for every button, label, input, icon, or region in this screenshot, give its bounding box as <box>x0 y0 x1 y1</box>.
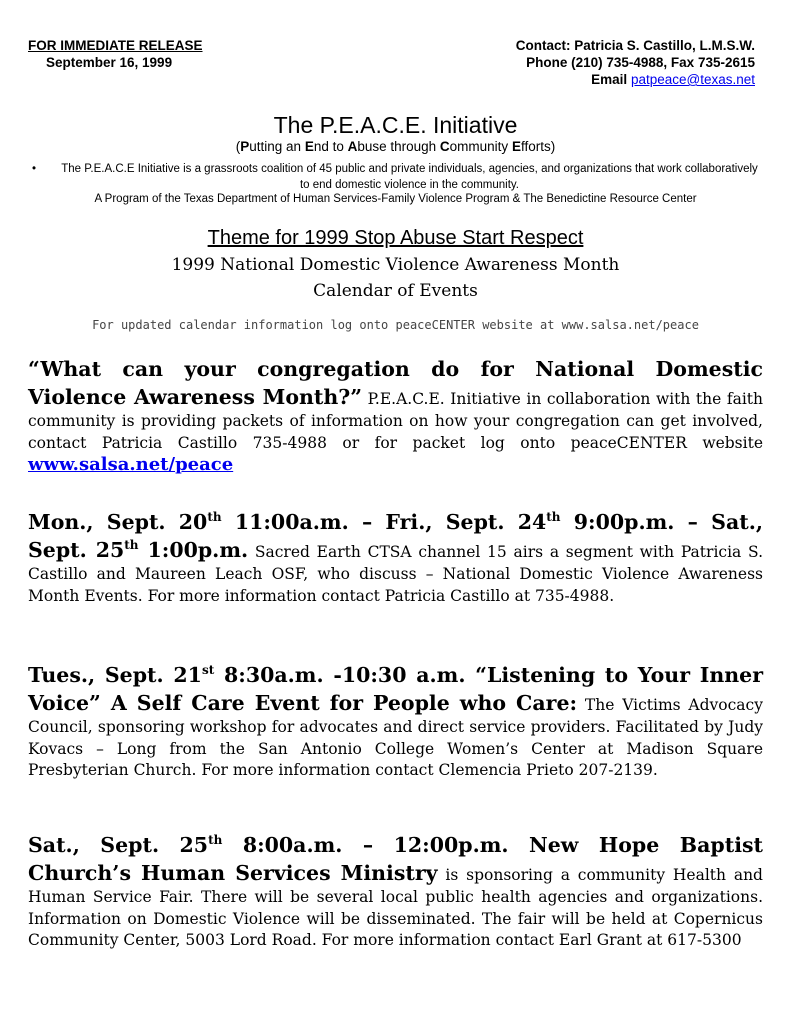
contact-email-line <box>516 71 755 88</box>
bullet-icon: • <box>32 163 37 175</box>
awareness-heading: 1999 National Domestic Violence Awareness Month <box>171 255 620 275</box>
event-sacred-earth <box>28 508 763 607</box>
updated-info: For updated calendar information log onto peaceCENTER website at www.salsa.net/peace <box>92 318 699 332</box>
release-block <box>28 37 203 71</box>
contact-block <box>516 37 755 88</box>
event-listening <box>28 661 763 782</box>
event-heading: Sat., Sept. 25th 8:00a.m. – 12:00p.m. New Hope Baptist Church’s Human Services Ministry <box>28 833 763 885</box>
email-label: Email <box>591 72 628 87</box>
theme-heading: Theme for 1999 Stop Abuse Start Respect <box>207 227 584 249</box>
release-date: September 16, 1999 <box>46 55 173 70</box>
event-congregation <box>28 355 763 477</box>
event-health-fair <box>28 831 763 952</box>
document-title: The P.E.A.C.E. Initiative <box>273 112 518 138</box>
acronym-subtitle: (Putting an End to Abuse through Community Efforts) <box>235 139 556 154</box>
description-bullet <box>0 161 791 193</box>
calendar-heading: Calendar of Events <box>313 281 478 301</box>
email-link[interactable]: patpeace@texas.net <box>630 72 755 87</box>
press-header <box>28 37 755 93</box>
event-heading: Mon., Sept. 20th 11:00a.m. – Fri., Sept. 24th 9:00p.m. – Sat., Sept. 25th 1:00p.m. <box>28 510 763 562</box>
event-body: Sacred Earth CTSA channel 15 airs a segment with Patricia S. Castillo and Maureen Leach OSF, who discuss – National Domestic Violence Awareness Month Events. For more information contact Patricia Castillo at 735-4988. <box>28 543 764 605</box>
website-link[interactable]: www.salsa.net/peace <box>28 454 234 475</box>
event-body: is sponsoring a community Health and Human Service Fair. There will be several local public health agencies and organizations. Information on Domestic Violence will be disseminated. The fair will be held at Copernicus Community Center, 5003 Lord Road. For more information contact Earl Grant at 617-5300 <box>28 866 763 949</box>
event-body: The Victims Advocacy Council, sponsoring workshop for advocates and direct service providers. Facilitated by Judy Kovacs – Long from the San Antonio College Women’s Center at Madison Square Presbyterian Church. For more information contact Clemencia Prieto 207-2139. <box>28 696 763 779</box>
description-text: The P.E.A.C.E Initiative is a grassroots coalition of 45 public and private individuals, agencies, and organizations that work collaboratively to end domestic violence in the community. <box>61 163 758 191</box>
contact-phone: Phone (210) 735-4988, Fax 735-2615 <box>526 55 755 70</box>
event-heading: Tues., Sept. 21st 8:30a.m. -10:30 a.m. “Listening to Your Inner Voice” A Self Care Event for People who Care: <box>28 663 763 715</box>
event-heading: “What can your congregation do for National Domestic Violence Awareness Month?” <box>28 357 763 409</box>
contact-name: Contact: Patricia S. Castillo, L.M.S.W. <box>515 38 755 53</box>
program-line: A Program of the Texas Department of Human Services-Family Violence Program & The Benedictine Resource Center <box>94 193 697 205</box>
event-body: P.E.A.C.E. Initiative in collaboration with the faith community is providing packets of information on how your congregation can get involved, contact Patricia Castillo 735-4988 or for packet log onto peaceCENTER website <box>28 390 763 452</box>
release-label: FOR IMMEDIATE RELEASE <box>28 38 203 53</box>
